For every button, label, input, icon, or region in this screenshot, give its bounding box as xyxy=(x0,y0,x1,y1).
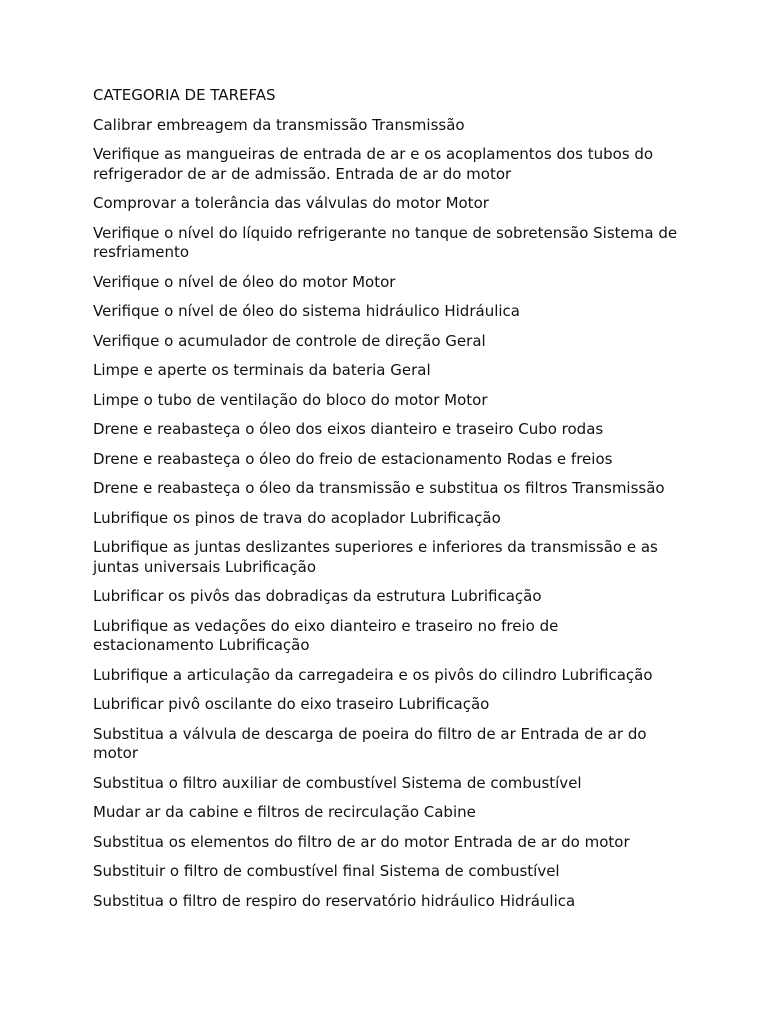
task-item: Lubrifique as vedações do eixo dianteiro e traseiro no freio de estacionamento Lubrificação xyxy=(93,616,559,654)
task-item: Lubrifique as juntas deslizantes superiores e inferiores da transmissão e as juntas universais Lubrificação xyxy=(93,538,658,576)
task-item: Limpe e aperte os terminais da bateria Geral xyxy=(93,361,431,379)
task-item: Substitua os elementos do filtro de ar do motor Entrada de ar do motor xyxy=(93,832,630,851)
task-item: Verifique o nível de óleo do sistema hidráulico Hidráulica xyxy=(93,302,520,320)
task-item: Drene e reabasteça o óleo dos eixos dianteiro e traseiro Cubo rodas xyxy=(93,420,604,438)
task-item: Verifique o nível de óleo do motor Motor xyxy=(93,272,396,291)
task-item: Substituir o filtro de combustível final Sistema de combustível xyxy=(93,862,560,880)
task-list xyxy=(93,116,683,912)
task-item: Substitua a válvula de descarga de poeira do filtro de ar Entrada de ar do motor xyxy=(93,724,647,762)
task-item: Substitua o filtro auxiliar de combustível Sistema de combustível xyxy=(93,773,582,792)
task-item: Comprovar a tolerância das válvulas do motor Motor xyxy=(93,194,489,212)
task-item: Lubrifique os pinos de trava do acoplador Lubrificação xyxy=(93,508,501,527)
task-item: Verifique o acumulador de controle de direção Geral xyxy=(93,331,486,350)
task-item: Substitua o filtro de respiro do reservatório hidráulico Hidráulica xyxy=(93,891,576,910)
task-item: Verifique o nível do líquido refrigerante no tanque de sobretensão Sistema de resfriamento xyxy=(93,223,678,261)
task-item: Lubrificar os pivôs das dobradiças da estrutura Lubrificação xyxy=(93,587,542,605)
task-item: Limpe o tubo de ventilação do bloco do motor Motor xyxy=(93,390,488,409)
task-item: Verifique as mangueiras de entrada de ar e os acoplamentos dos tubos do refrigerador de ar de admissão. Entrada de ar do motor xyxy=(93,145,654,183)
task-item: Drene e reabasteça o óleo do freio de estacionamento Rodas e freios xyxy=(93,449,613,468)
task-item: Calibrar embreagem da transmissão Transmissão xyxy=(93,115,465,134)
task-item: Lubrificar pivô oscilante do eixo traseiro Lubrificação xyxy=(93,695,490,713)
task-item: Drene e reabasteça o óleo da transmissão e substitua os filtros Transmissão xyxy=(93,479,665,497)
task-item: Mudar ar da cabine e filtros de recirculação Cabine xyxy=(93,803,476,821)
document-heading: CATEGORIA DE TAREFAS xyxy=(93,86,276,104)
document-page xyxy=(93,86,683,921)
task-item: Lubrifique a articulação da carregadeira e os pivôs do cilindro Lubrificação xyxy=(93,665,653,684)
